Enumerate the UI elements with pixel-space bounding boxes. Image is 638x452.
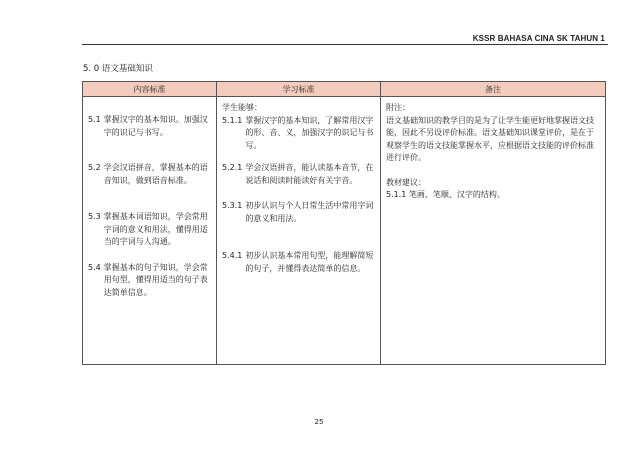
notes-title: 附注： (386, 103, 410, 112)
document-header: KSSR BAHASA CINA SK TAHUN 1 (472, 34, 605, 43)
header-content-standard: 内容标准 (83, 82, 217, 97)
content-standard-item: 5.2 学会汉语拼音，掌握基本的语音知识，做到语音标准。 (88, 163, 208, 185)
notes-body: 语文基础知识的教学目的是为了让学生能更好地掌握语文技能，因此不另设评价标准。语文基础知识课堂评价，是在于观察学生的语文技能掌握水平，应根据语文技能的评价标准进行评价。 (386, 115, 594, 162)
material-suggestion: 5.1.1 笔画、笔顺、汉字的结构。 (386, 190, 505, 199)
learning-standard-item: 5.4.1 初步认识基本常用句型，能理解简短的句子，并懂得表达简单的信息。 (222, 251, 374, 273)
learning-intro: 学生能够： (222, 103, 262, 112)
learning-standards-cell (217, 97, 381, 365)
content-standards-cell (83, 97, 217, 365)
header-rule (82, 44, 608, 45)
header-notes: 备注 (381, 82, 606, 97)
material-suggestion-title: 教材建议： (386, 177, 426, 187)
content-standard-item: 5.3 掌握基本词语知识，学会常用字词的意义和用法，懂得用适当的字词与人沟通。 (88, 212, 208, 246)
learning-standard-item: 5.3.1 初步认识与个人日常生活中常用字词的意义和用法。 (222, 201, 374, 223)
section-title: 5. 0 语文基础知识 (83, 64, 153, 74)
page-number: 25 (314, 418, 324, 426)
header-learning-standard: 学习标准 (217, 82, 381, 97)
learning-standard-item: 5.2.1 学会汉语拼音，能认读基本音节，在说话和阅读时能读好有关字音。 (222, 163, 374, 185)
notes-cell (381, 97, 606, 365)
learning-standard-item: 5.1.1 掌握汉字的基本知识，了解常用汉字的形、音、义，加强汉字的识记与书写。 (222, 115, 374, 150)
standards-table (82, 81, 606, 365)
content-standard-item: 5.4 掌握基本的句子知识，学会常用句型，懂得用适当的句子表达简单信息。 (88, 262, 208, 297)
content-standard-item: 5.1 掌握汉字的基本知识。加强汉字的识记与书写。 (88, 115, 208, 137)
